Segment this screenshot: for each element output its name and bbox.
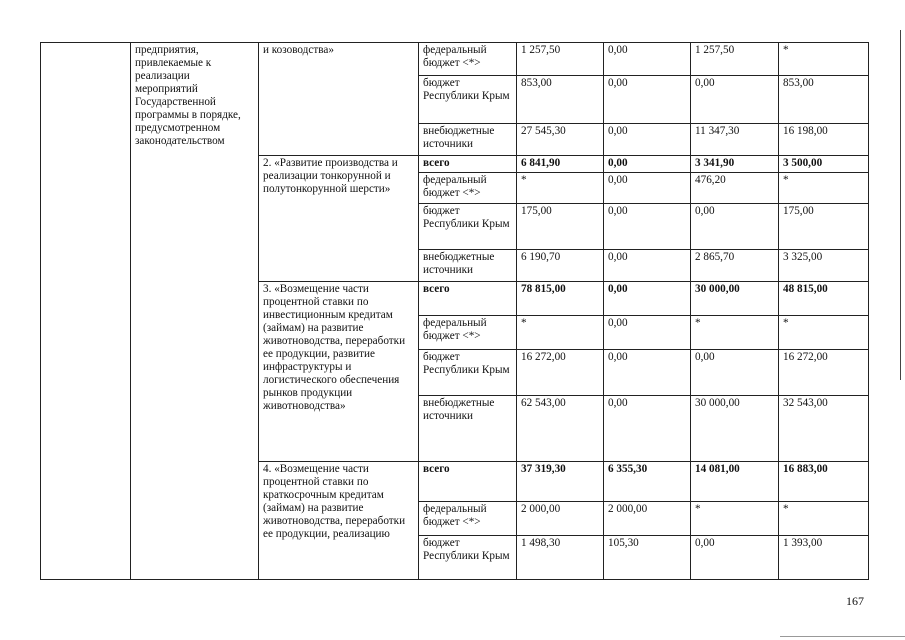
value-year1: 0,00 [604,156,691,173]
value-total: 1 257,50 [517,43,604,76]
value-total: 2 000,00 [517,502,604,536]
value-total: 16 272,00 [517,350,604,396]
value-year1: 0,00 [604,396,691,462]
value-year3: 48 815,00 [779,282,869,316]
value-total: 175,00 [517,204,604,250]
value-year2: 0,00 [691,204,779,250]
page-edge-line [900,30,901,380]
value-total: 78 815,00 [517,282,604,316]
value-year3: * [779,316,869,350]
value-year3: 32 543,00 [779,396,869,462]
value-year2: 476,20 [691,173,779,204]
value-year2: 0,00 [691,536,779,580]
bottom-divider [780,636,905,637]
measure-title: 4. «Возмещение части процентной ставки по краткосрочным кредитам (займам) на развитие животноводства, переработки ее продукции, реализацию [259,462,419,580]
value-year2: 2 865,70 [691,250,779,282]
value-year1: 0,00 [604,204,691,250]
value-year3: * [779,43,869,76]
funding-source: федеральный бюджет <*> [419,43,517,76]
empty-cell [41,43,131,580]
executor-cell: предприятия, привлекаемые к реализации мероприятий Государственной программы в порядке, предусмотренном законодательством [131,43,259,580]
value-year1: 0,00 [604,124,691,156]
value-total: 62 543,00 [517,396,604,462]
funding-source: всего [419,282,517,316]
funding-source: федеральный бюджет <*> [419,173,517,204]
value-year3: * [779,173,869,204]
table-row [41,43,869,76]
value-year3: 3 500,00 [779,156,869,173]
value-total: 6 841,90 [517,156,604,173]
value-year1: 0,00 [604,316,691,350]
value-year3: 16 198,00 [779,124,869,156]
value-year1: 0,00 [604,250,691,282]
value-total: * [517,173,604,204]
value-year1: 2 000,00 [604,502,691,536]
value-year1: 6 355,30 [604,462,691,502]
value-year1: 0,00 [604,43,691,76]
value-year2: 14 081,00 [691,462,779,502]
value-total: 1 498,30 [517,536,604,580]
value-total: 37 319,30 [517,462,604,502]
value-year1: 105,30 [604,536,691,580]
measure-title: 3. «Возмещение части процентной ставки по инвестиционным кредитам (займам) на развитие животноводства, переработки ее продукции, развитие инфраструктуры и логистического обеспечения рынков продукции животноводства» [259,282,419,462]
funding-source: бюджет Республики Крым [419,204,517,250]
value-year3: 16 883,00 [779,462,869,502]
measure-title: 2. «Развитие производства и реализации тонкорунной и полутонкорунной шерсти» [259,156,419,282]
funding-source: внебюджетные источники [419,124,517,156]
value-year1: 0,00 [604,76,691,124]
value-year3: 3 325,00 [779,250,869,282]
value-year3: 16 272,00 [779,350,869,396]
value-total: 6 190,70 [517,250,604,282]
measure-title: и козоводства» [259,43,419,156]
value-year2: * [691,502,779,536]
value-year2: 1 257,50 [691,43,779,76]
funding-source: бюджет Республики Крым [419,536,517,580]
value-year2: * [691,316,779,350]
funding-source: внебюджетные источники [419,396,517,462]
value-year1: 0,00 [604,282,691,316]
value-year2: 0,00 [691,76,779,124]
funding-source: федеральный бюджет <*> [419,316,517,350]
value-total: 853,00 [517,76,604,124]
funding-source: всего [419,462,517,502]
value-year2: 11 347,30 [691,124,779,156]
value-total: 27 545,30 [517,124,604,156]
value-year2: 0,00 [691,350,779,396]
funding-source: бюджет Республики Крым [419,76,517,124]
value-year2: 30 000,00 [691,396,779,462]
value-year3: 853,00 [779,76,869,124]
funding-source: федеральный бюджет <*> [419,502,517,536]
value-year3: * [779,502,869,536]
funding-source: бюджет Республики Крым [419,350,517,396]
value-total: * [517,316,604,350]
value-year2: 3 341,90 [691,156,779,173]
funding-source: всего [419,156,517,173]
value-year1: 0,00 [604,173,691,204]
page-number: 167 [846,594,864,608]
value-year3: 175,00 [779,204,869,250]
value-year3: 1 393,00 [779,536,869,580]
value-year1: 0,00 [604,350,691,396]
funding-table [40,42,869,580]
value-year2: 30 000,00 [691,282,779,316]
funding-source: внебюджетные источники [419,250,517,282]
